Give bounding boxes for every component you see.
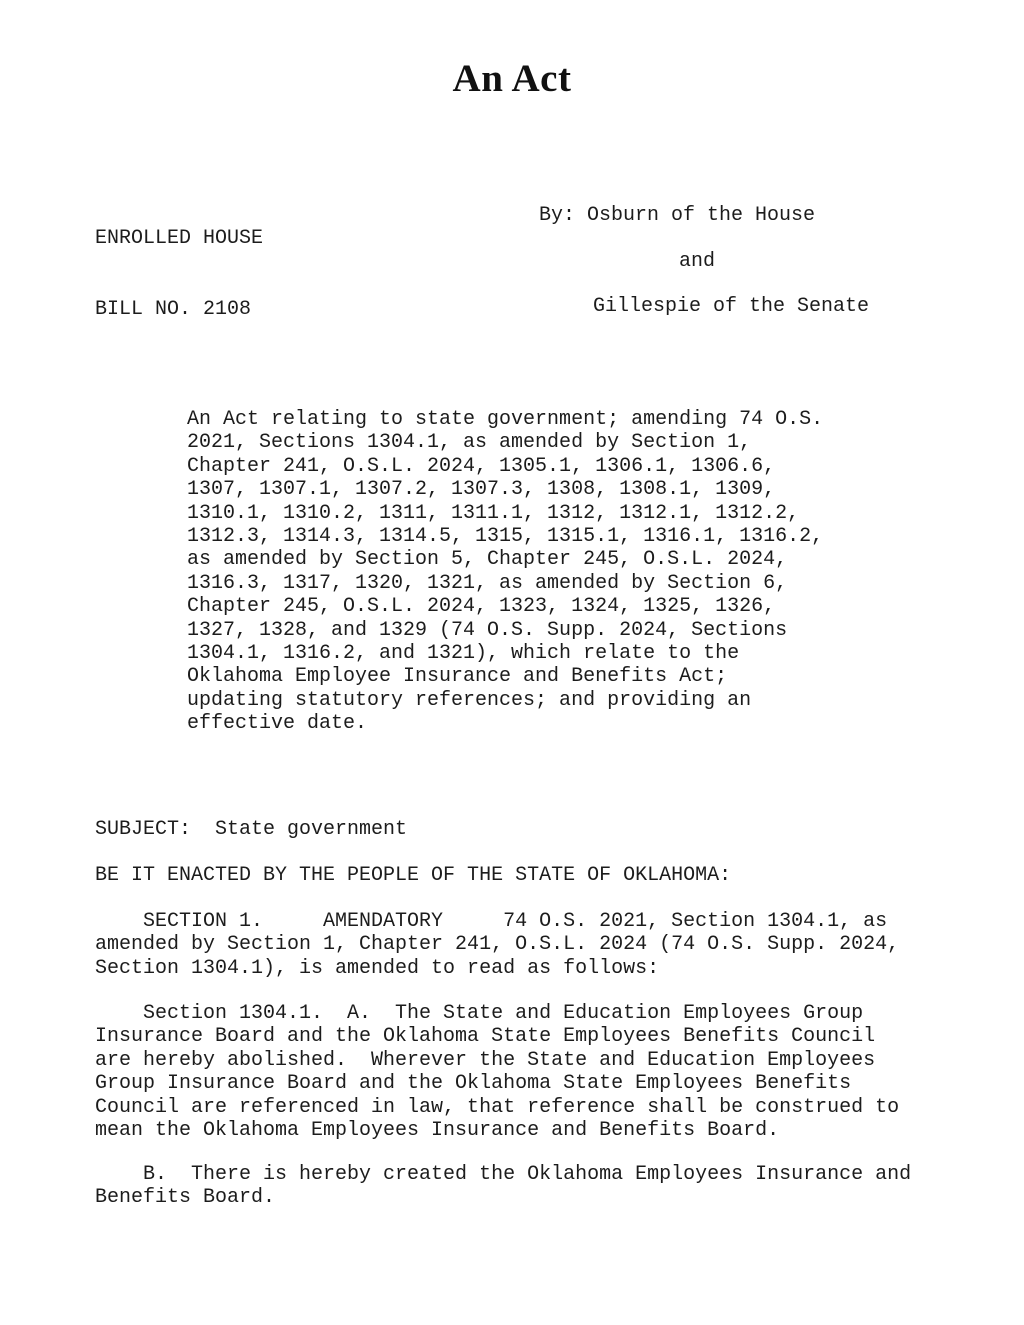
author-house: By: Osburn of the House: [539, 204, 816, 227]
bill-summary: [187, 408, 887, 736]
bill-identifier-line-1: ENROLLED HOUSE: [95, 227, 264, 250]
bill-authors: [95, 204, 955, 319]
page-title: An Act: [452, 57, 572, 100]
text-line: B. There is hereby created the Oklahoma Employees Insurance and: [95, 1163, 912, 1186]
text-line: Section 1304.1. A. The State and Education Employees Group: [95, 1002, 864, 1025]
text-line: Council are referenced in law, that reference shall be construed to: [95, 1095, 900, 1119]
text-line: An Act relating to state government; amending 74 O.S.: [187, 408, 824, 431]
text-line: 1304.1, 1316.2, and 1321), which relate to the: [187, 642, 740, 666]
paragraph-a: [95, 1002, 955, 1142]
text-line: 1310.1, 1310.2, 1311, 1311.1, 1312, 1312.1, 1312.2,: [187, 501, 800, 525]
text-line: Chapter 245, O.S.L. 2024, 1323, 1324, 1325, 1326,: [187, 595, 776, 619]
enacting-clause: BE IT ENACTED BY THE PEOPLE OF THE STATE OF OKLAHOMA:: [95, 864, 732, 887]
text-line: amended by Section 1, Chapter 241, O.S.L. 2024 (74 O.S. Supp. 2024,: [95, 933, 900, 957]
text-line: Oklahoma Employee Insurance and Benefits Act;: [187, 665, 728, 689]
section-1-amendatory: [95, 910, 955, 980]
text-line: effective date.: [187, 712, 368, 736]
text-line: as amended by Section 5, Chapter 245, O.S.L. 2024,: [187, 548, 788, 572]
text-line: 2021, Sections 1304.1, as amended by Section 1,: [187, 431, 752, 455]
text-line: 1307, 1307.1, 1307.2, 1307.3, 1308, 1308.1, 1309,: [187, 478, 776, 502]
text-line: are hereby abolished. Wherever the State and Education Employees: [95, 1048, 876, 1072]
text-line: Insurance Board and the Oklahoma State Employees Benefits Council: [95, 1025, 876, 1049]
author-conjunction: and: [679, 249, 716, 273]
text-line: Group Insurance Board and the Oklahoma State Employees Benefits: [95, 1072, 852, 1096]
text-line: 1327, 1328, and 1329 (74 O.S. Supp. 2024, Sections: [187, 618, 788, 642]
text-line: mean the Oklahoma Employees Insurance and Benefits Board.: [95, 1119, 780, 1143]
paragraph-b: [95, 1163, 955, 1210]
text-line: 1312.3, 1314.3, 1314.5, 1315, 1315.1, 1316.1, 1316.2,: [187, 525, 824, 549]
text-line: 1316.3, 1317, 1320, 1321, as amended by Section 6,: [187, 571, 788, 595]
subject-line: SUBJECT: State government: [95, 818, 408, 841]
text-line: Benefits Board.: [95, 1186, 276, 1210]
text-line: Chapter 241, O.S.L. 2024, 1305.1, 1306.1, 1306.6,: [187, 454, 776, 478]
text-line: Section 1304.1), is amended to read as follows:: [95, 956, 660, 980]
text-line: SECTION 1. AMENDATORY 74 O.S. 2021, Section 1304.1, as: [95, 910, 888, 933]
author-senate: Gillespie of the Senate: [593, 295, 870, 318]
text-line: updating statutory references; and providing an: [187, 688, 752, 712]
bill-identifier-line-2: BILL NO. 2108: [95, 297, 252, 321]
